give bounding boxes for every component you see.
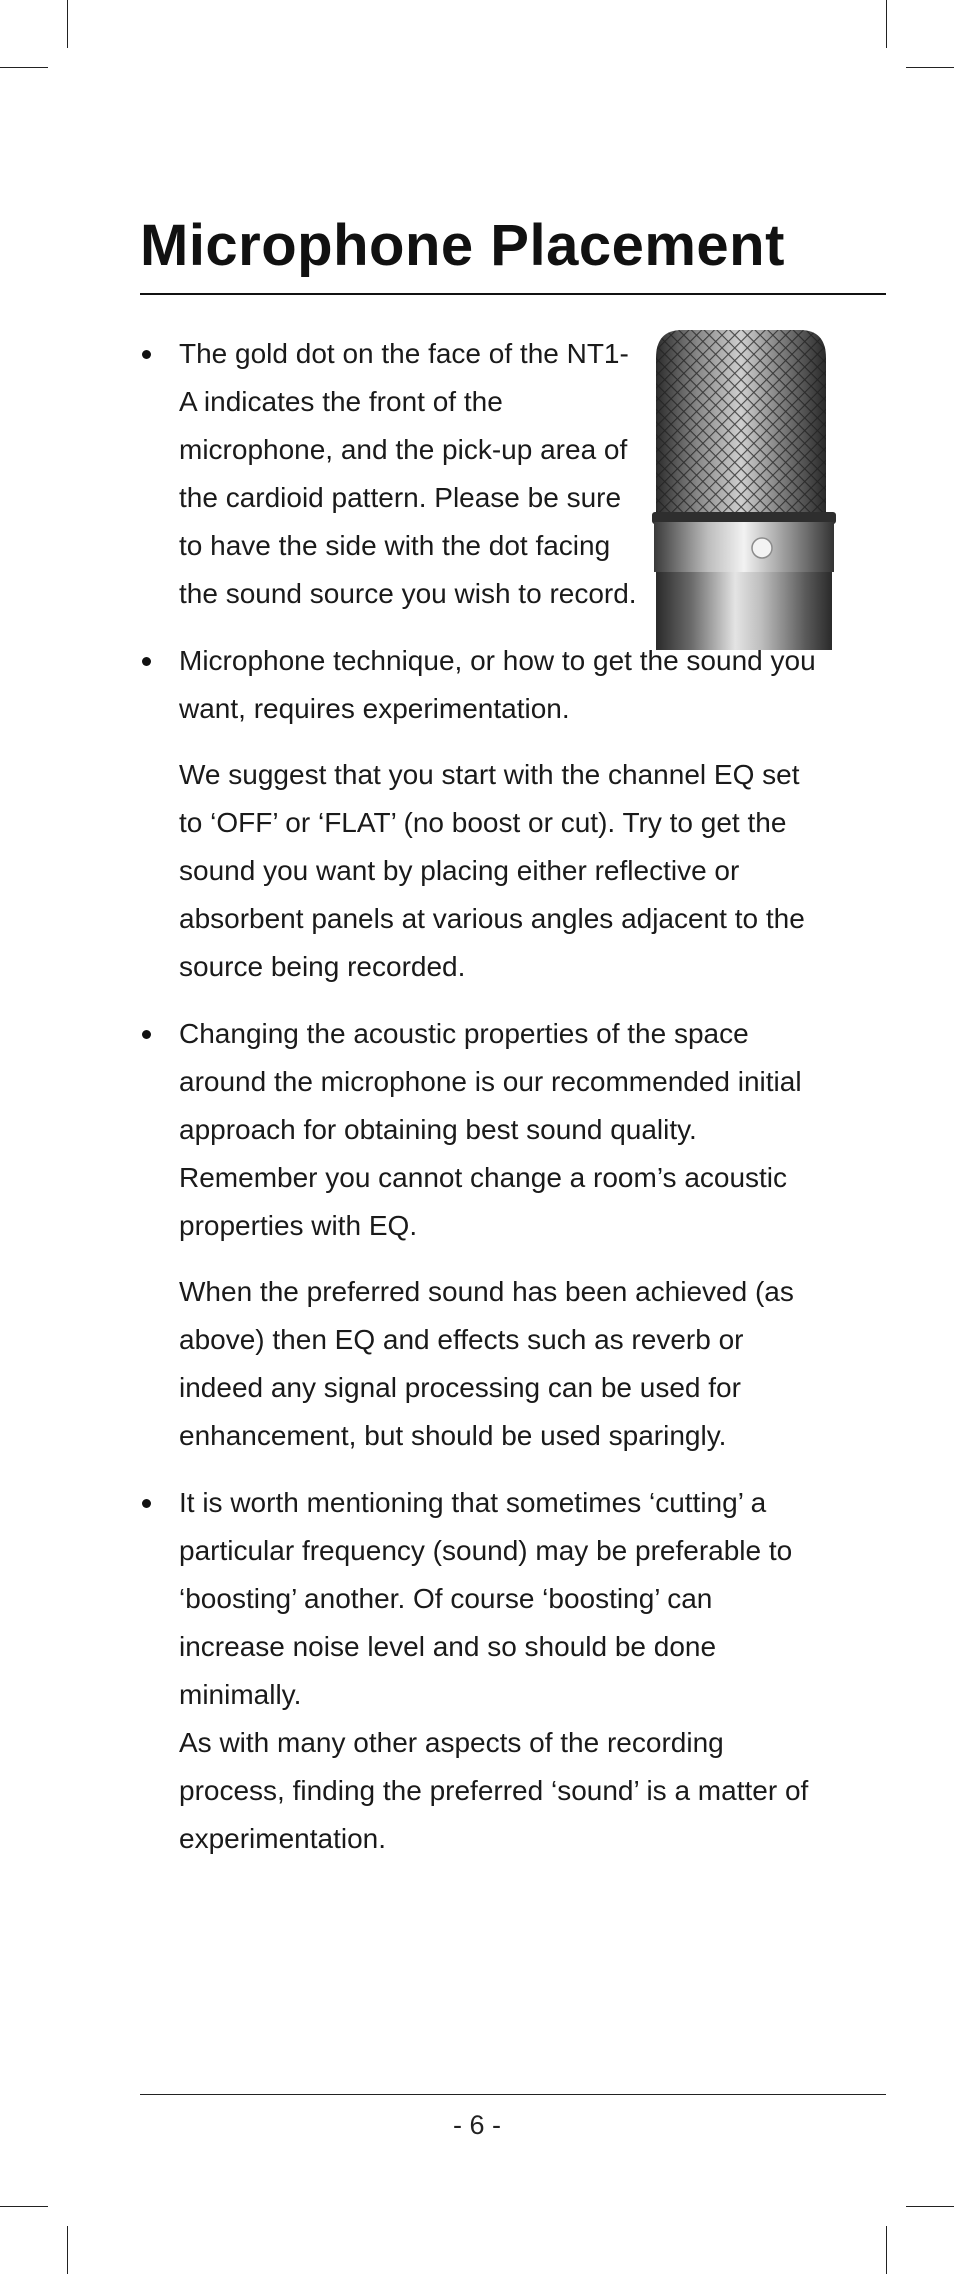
crop-mark — [67, 0, 68, 48]
crop-mark — [0, 67, 48, 68]
bullet-text: When the preferred sound has been achieved (as above) then EQ and effects such as reverb or indeed any signal processing can be used for enhancement, but should be used sparingly. — [179, 1276, 794, 1451]
title-underline — [140, 293, 886, 295]
list-item — [140, 1479, 886, 1863]
bullet-text: It is worth mentioning that sometimes ‘cutting’ a particular frequency (sound) may be preferable to ‘boosting’ another. Of course ‘boosting’ can increase noise level and so should be done minimally. — [179, 1487, 793, 1710]
crop-mark — [906, 2206, 954, 2207]
list-item — [140, 330, 886, 618]
crop-mark — [67, 2226, 68, 2274]
bullet-text: Microphone technique, or how to get the sound you want, requires experimentation. — [179, 645, 816, 724]
crop-mark — [906, 67, 954, 68]
crop-mark — [0, 2206, 48, 2207]
crop-mark — [886, 0, 887, 48]
footer-divider — [140, 2094, 886, 2095]
bullet-icon — [142, 1499, 151, 1508]
list-item — [140, 637, 886, 991]
bullet-text: Changing the acoustic properties of the space around the microphone is our recommended initial approach for obtaining best sound quality. Remember you cannot change a room’s acoustic properties with EQ. — [179, 1018, 802, 1241]
page-title: Microphone Placement — [140, 213, 785, 278]
bullet-text: We suggest that you start with the channel EQ set to ‘OFF’ or ‘FLAT’ (no boost or cut). Try to get the sound you want by placing either reflective or absorbent panels at various angles adjacent to the source being recorded. — [179, 759, 805, 982]
bullet-text: The gold dot on the face of the NT1-A indicates the front of the microphone, and the pick-up area of the cardioid pattern. Please be sure to have the side with the dot facing the sound source you wish to record. — [179, 338, 637, 609]
bullet-icon — [142, 350, 151, 359]
page-number: - 6 - — [452, 2110, 501, 2140]
list-item — [140, 1010, 886, 1460]
bullet-text: As with many other aspects of the recording process, finding the preferred ‘sound’ is a matter of experimentation. — [179, 1727, 809, 1854]
bullet-list — [140, 330, 886, 1882]
crop-mark — [886, 2226, 887, 2274]
bullet-icon — [142, 657, 151, 666]
bullet-icon — [142, 1030, 151, 1039]
